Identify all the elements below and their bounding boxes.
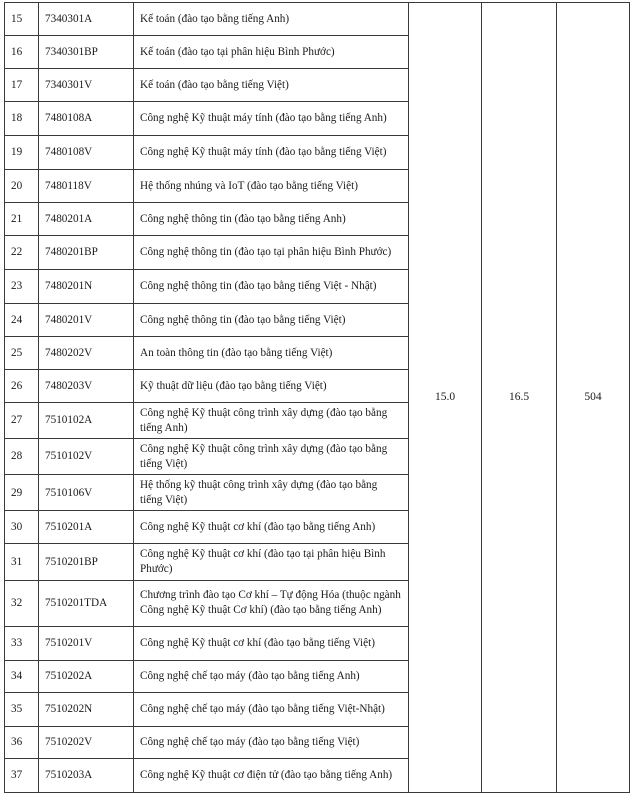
program-code: 7480201A	[39, 203, 134, 236]
table-body	[5, 3, 630, 793]
program-name: Hệ thống nhúng và IoT (đào tạo bằng tiếng Việt)	[134, 170, 409, 203]
row-number: 31	[5, 544, 39, 580]
admissions-score-table	[4, 2, 630, 793]
program-code: 7340301A	[39, 3, 134, 36]
program-code: 7480203V	[39, 370, 134, 403]
row-number: 20	[5, 170, 39, 203]
row-number: 21	[5, 203, 39, 236]
row-number: 18	[5, 102, 39, 136]
program-code: 7480201V	[39, 304, 134, 337]
program-name: Công nghệ thông tin (đào tạo tại phân hiệu Bình Phước)	[134, 236, 409, 270]
program-code: 7480108A	[39, 102, 134, 136]
row-number: 26	[5, 370, 39, 403]
row-number: 19	[5, 136, 39, 170]
program-name: Công nghệ thông tin (đào tạo bằng tiếng Anh)	[134, 203, 409, 236]
row-number: 30	[5, 511, 39, 544]
row-number: 37	[5, 758, 39, 792]
program-code: 7510202V	[39, 726, 134, 758]
program-code: 7480108V	[39, 136, 134, 170]
row-number: 17	[5, 69, 39, 102]
program-name: Kế toán (đào tạo tại phân hiệu Bình Phước)	[134, 36, 409, 69]
program-code: 7510203A	[39, 758, 134, 792]
program-code: 7510201V	[39, 626, 134, 660]
row-number: 33	[5, 626, 39, 660]
row-number: 29	[5, 475, 39, 511]
program-name: Công nghệ Kỹ thuật máy tính (đào tạo bằng tiếng Việt)	[134, 136, 409, 170]
program-code: 7510106V	[39, 475, 134, 511]
program-name: Kế toán (đào tạo bằng tiếng Việt)	[134, 69, 409, 102]
row-number: 22	[5, 236, 39, 270]
program-code: 7480118V	[39, 170, 134, 203]
program-name: Công nghệ Kỹ thuật công trình xây dựng (đào tạo bằng tiếng Việt)	[134, 439, 409, 475]
row-number: 15	[5, 3, 39, 36]
row-number: 16	[5, 36, 39, 69]
program-code: 7480201N	[39, 270, 134, 304]
program-name: Hệ thống kỹ thuật công trình xây dựng (đào tạo bằng tiếng Việt)	[134, 475, 409, 511]
program-name: Công nghệ Kỹ thuật máy tính (đào tạo bằng tiếng Anh)	[134, 102, 409, 136]
program-name: Công nghệ Kỹ thuật cơ khí (đào tạo bằng tiếng Việt)	[134, 626, 409, 660]
program-code: 7510201A	[39, 511, 134, 544]
row-number: 25	[5, 337, 39, 370]
program-code: 7340301V	[39, 69, 134, 102]
row-number: 24	[5, 304, 39, 337]
program-name: Công nghệ thông tin (đào tạo bằng tiếng Việt)	[134, 304, 409, 337]
program-name: An toàn thông tin (đào tạo bằng tiếng Việt)	[134, 337, 409, 370]
score-cell-2: 16.5	[482, 3, 557, 793]
program-name: Công nghệ chế tạo máy (đào tạo bằng tiếng Anh)	[134, 660, 409, 692]
program-code: 7510202A	[39, 660, 134, 692]
row-number: 27	[5, 403, 39, 439]
program-name: Công nghệ thông tin (đào tạo bằng tiếng Việt - Nhật)	[134, 270, 409, 304]
table-row	[5, 3, 630, 36]
row-number: 28	[5, 439, 39, 475]
score-cell-3: 504	[557, 3, 630, 793]
program-name: Công nghệ Kỹ thuật công trình xây dựng (đào tạo bằng tiếng Anh)	[134, 403, 409, 439]
program-name: Công nghệ chế tạo máy (đào tạo bằng tiếng Việt-Nhật)	[134, 692, 409, 726]
program-name: Công nghệ Kỹ thuật cơ khí (đào tạo bằng tiếng Anh)	[134, 511, 409, 544]
row-number: 23	[5, 270, 39, 304]
program-code: 7510201BP	[39, 544, 134, 580]
row-number: 34	[5, 660, 39, 692]
program-code: 7510201TDA	[39, 580, 134, 626]
row-number: 36	[5, 726, 39, 758]
program-code: 7510102A	[39, 403, 134, 439]
program-code: 7480201BP	[39, 236, 134, 270]
program-code: 7510202N	[39, 692, 134, 726]
program-name: Kế toán (đào tạo bằng tiếng Anh)	[134, 3, 409, 36]
program-name: Công nghệ Kỹ thuật cơ khí (đào tạo tại phân hiệu Bình Phước)	[134, 544, 409, 580]
program-code: 7480202V	[39, 337, 134, 370]
score-cell-1: 15.0	[409, 3, 482, 793]
program-name: Chương trình đào tạo Cơ khí – Tự động Hóa (thuộc ngành Công nghệ Kỹ thuật Cơ khí) (đào tạo bằng tiếng Anh)	[134, 580, 409, 626]
program-name: Công nghệ Kỹ thuật cơ điện tử (đào tạo bằng tiếng Anh)	[134, 758, 409, 792]
row-number: 35	[5, 692, 39, 726]
program-code: 7510102V	[39, 439, 134, 475]
program-code: 7340301BP	[39, 36, 134, 69]
program-name: Công nghệ chế tạo máy (đào tạo bằng tiếng Việt)	[134, 726, 409, 758]
program-name: Kỹ thuật dữ liệu (đào tạo bằng tiếng Việt)	[134, 370, 409, 403]
row-number: 32	[5, 580, 39, 626]
